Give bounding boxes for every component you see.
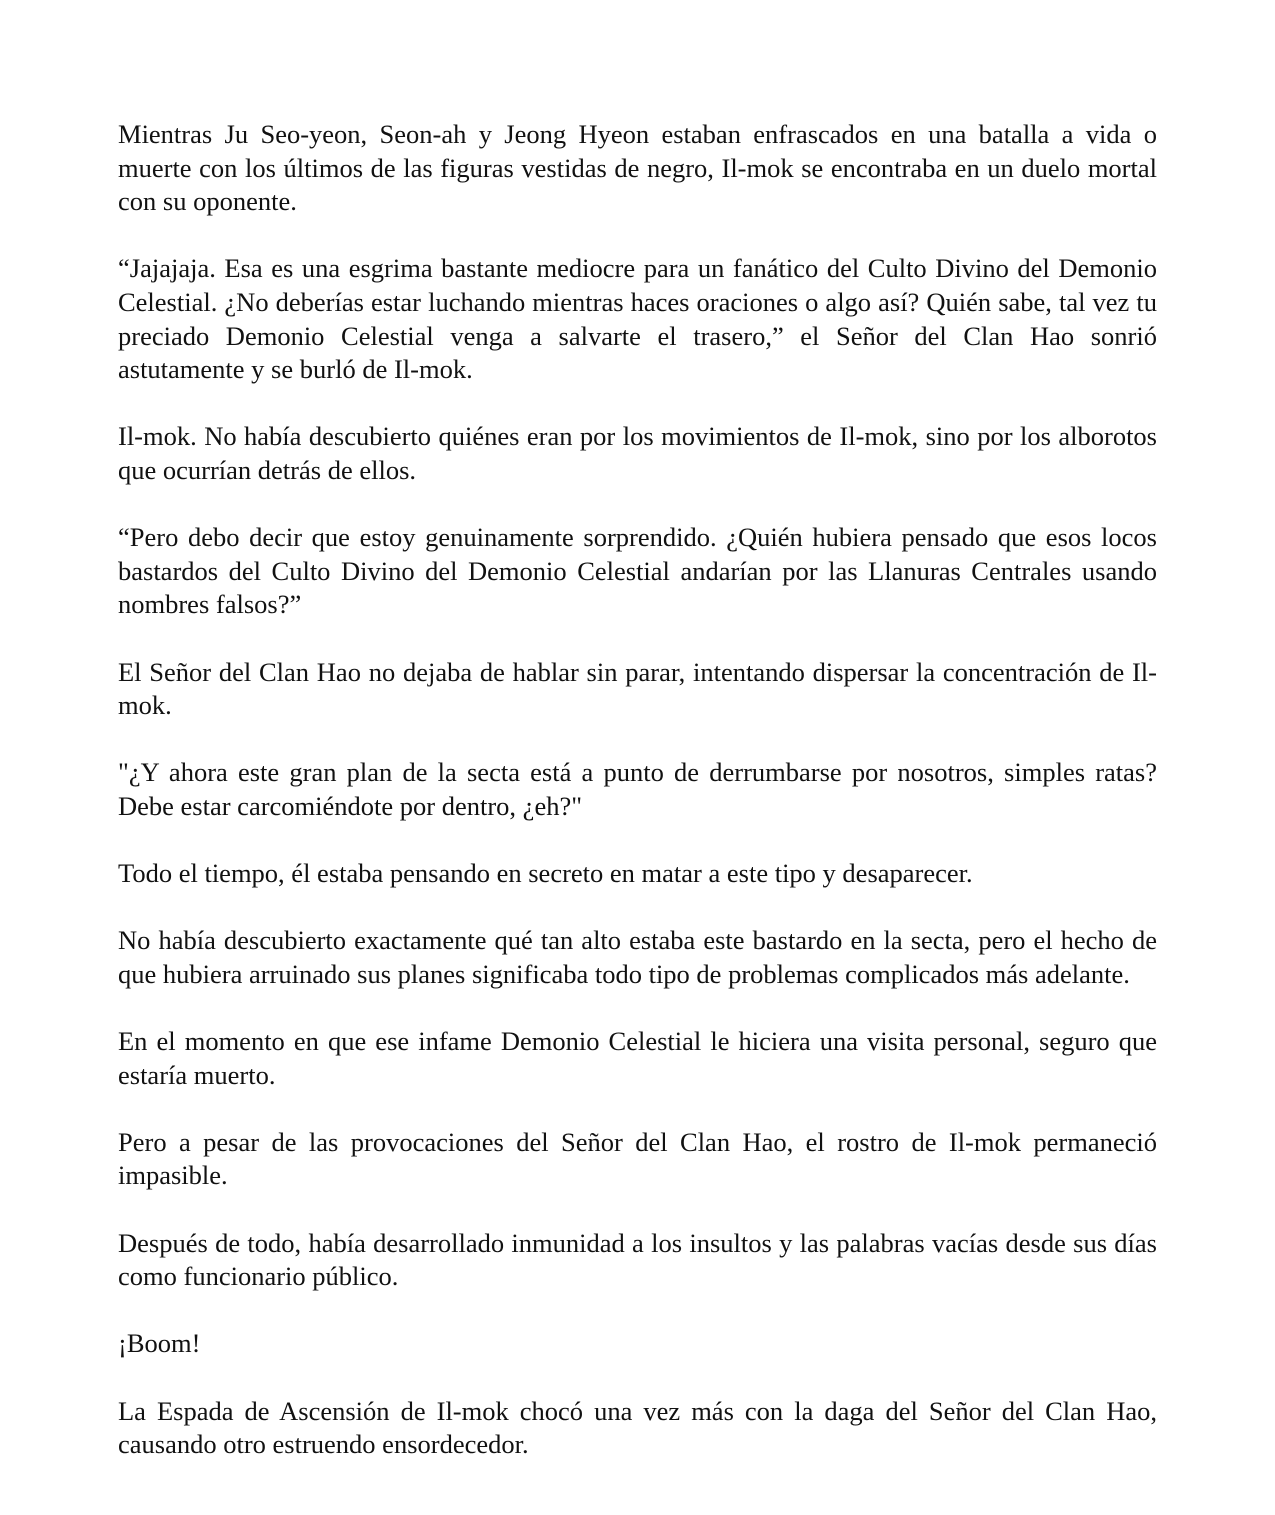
paragraph-3: Il-mok. No había descubierto quiénes eran por los movimientos de Il-mok, sino por los alborotos que ocurrían detrás de ellos. — [118, 421, 1157, 485]
paragraph-9: En el momento en que ese infame Demonio Celestial le hiciera una visita personal, seguro que estaría muerto. — [118, 1026, 1157, 1090]
document-body — [118, 118, 1157, 1462]
paragraph-10: Pero a pesar de las provocaciones del Señor del Clan Hao, el rostro de Il-mok permaneció impasible. — [118, 1126, 1157, 1191]
paragraph-5: El Señor del Clan Hao no dejaba de hablar sin parar, intentando dispersar la concentración de Il-mok. — [118, 656, 1157, 721]
paragraph-8: No había descubierto exactamente qué tan alto estaba este bastardo en la secta, pero el hecho de que hubiera arruinado sus planes significaba todo tipo de problemas complicados más adelante. — [118, 925, 1157, 989]
paragraph-2: “Jajajaja. Esa es una esgrima bastante mediocre para un fanático del Culto Divino del Demonio Celestial. ¿No deberías estar luchando mientras haces oraciones o algo así? Quién sabe, tal vez tu preciado Demonio Celestial venga a salvarte el trasero,” el Señor del Clan Hao sonrió astutamente y se burló de Il-mok. — [118, 253, 1157, 385]
paragraph-12: ¡Boom! — [118, 1328, 201, 1359]
paragraph-1: Mientras Ju Seo-yeon, Seon-ah y Jeong Hyeon estaban enfrascados en una batalla a vida o muerte con los últimos de las figuras vestidas de negro, Il-mok se encontraba en un duelo mortal con su oponente. — [118, 119, 1157, 217]
paragraph-11: Después de todo, había desarrollado inmunidad a los insultos y las palabras vacías desde sus días como funcionario público. — [118, 1227, 1157, 1292]
paragraph-6: "¿Y ahora este gran plan de la secta está a punto de derrumbarse por nosotros, simples ratas? Debe estar carcomiéndote por dentro, ¿eh?" — [118, 757, 1157, 821]
paragraph-7: Todo el tiempo, él estaba pensando en secreto en matar a este tipo y desaparecer. — [118, 858, 973, 889]
paragraph-13: La Espada de Ascensión de Il-mok chocó una vez más con la daga del Señor del Clan Hao, causando otro estruendo ensordecedor. — [118, 1395, 1157, 1460]
paragraph-4: “Pero debo decir que estoy genuinamente sorprendido. ¿Quién hubiera pensado que esos locos bastardos del Culto Divino del Demonio Celestial andarían por las Llanuras Centrales usando nombres falsos?” — [118, 522, 1157, 620]
